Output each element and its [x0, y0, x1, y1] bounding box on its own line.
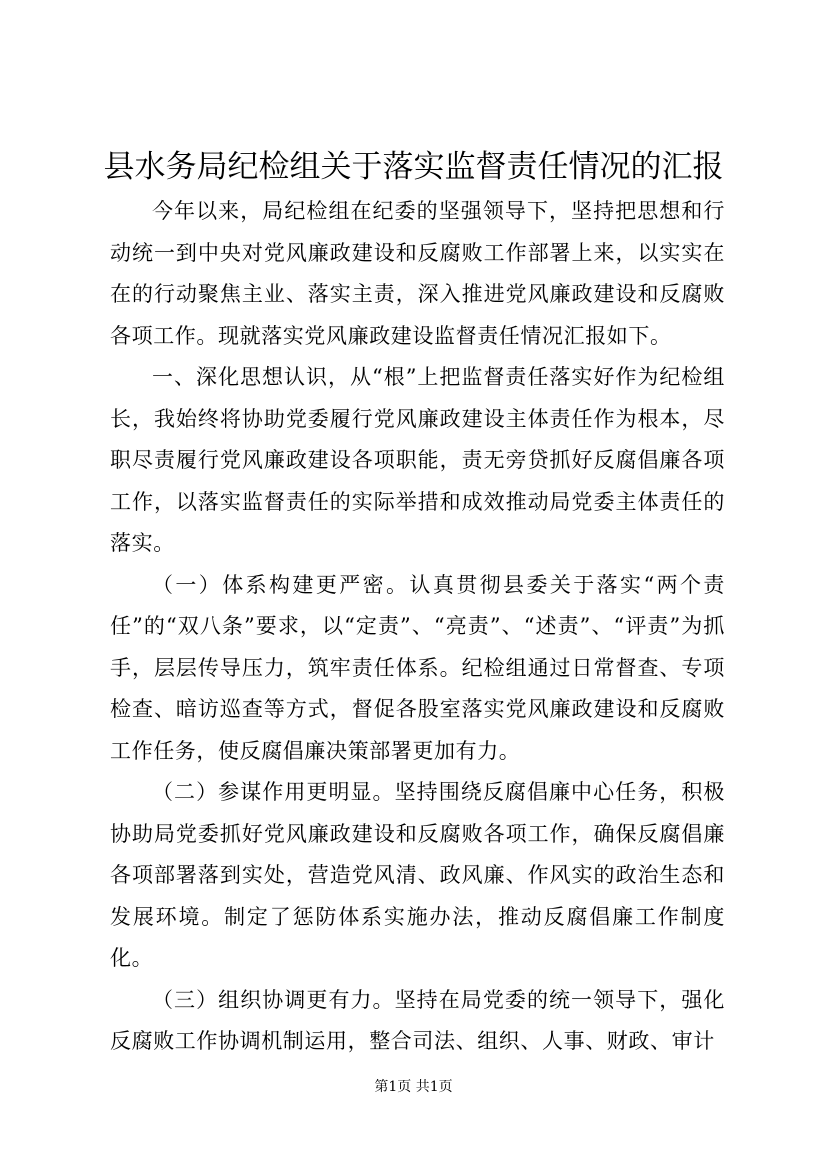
paragraph-section-one: 一、深化思想认识，从“根”上把监督责任落实好作为纪检组长，我始终将协助党委履行党风廉政建设主体责任作为根本，尽职尽责履行党风廉政建设各项职能，责无旁贷抓好反腐倡廉各项工作，以落实监督责任的实际举措和成效推动局党委主体责任的落实。 — [110, 365, 725, 555]
document-title: 县水务局纪检组关于落实监督责任情况的汇报 — [103, 149, 724, 185]
page-footer: 第1页 共1页 — [374, 1079, 453, 1095]
paragraph-intro: 今年以来，局纪检组在纪委的坚强领导下，坚持把思想和行动统一到中央对党风廉政建设和反腐败工作部署上来，以实实在在的行动聚焦主业、落实主责，深入推进党风廉政建设和反腐败各项工作。现就落实党风廉政建设监督责任情况汇报如下。 — [110, 199, 725, 348]
paragraph-subsection-one: （一）体系构建更严密。认真贯彻县委关于落实“两个责任”的“双八条”要求，以“定责”、“亮责”、“述责”、“评责”为抓手，层层传导压力，筑牢责任体系。纪检组通过日常督查、专项检查、暗访巡查等方式，督促各股室落实党风廉政建设和反腐败工作任务，使反腐倡廉决策部署更加有力。 — [110, 572, 725, 763]
document-body — [110, 191, 725, 1063]
paragraph-subsection-three: （三）组织协调更有力。坚持在局党委的统一领导下，强化反腐败工作协调机制运用，整合司法、组织、人事、财政、审计 — [110, 987, 725, 1053]
paragraph-subsection-two: （二）参谋作用更明显。坚持围绕反腐倡廉中心任务，积极协助局党委抓好党风廉政建设和反腐败各项工作，确保反腐倡廉各项部署落到实处，营造党风清、政风廉、作风实的政治生态和发展环境。制定了惩防体系实施办法，推动反腐倡廉工作制度化。 — [110, 780, 725, 970]
